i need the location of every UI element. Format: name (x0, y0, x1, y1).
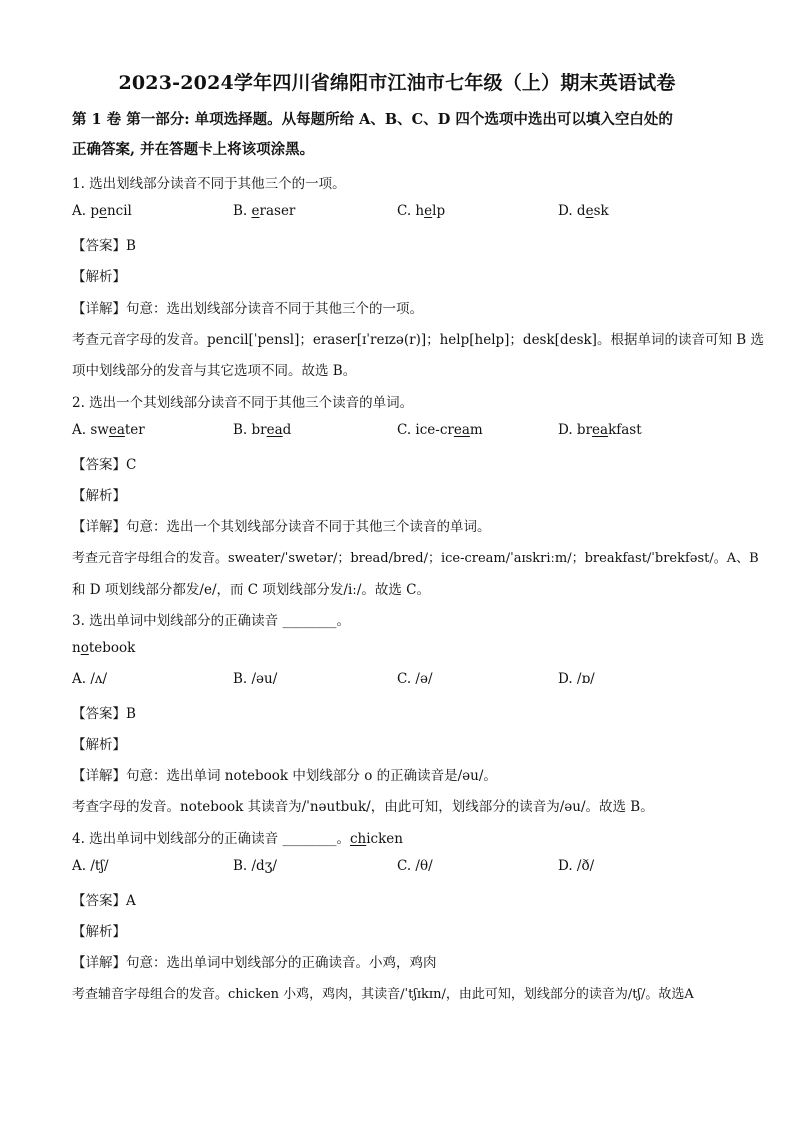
q2-answer: 【答案】C (72, 457, 137, 473)
q1-option-d: D. desk (558, 203, 609, 219)
q3-explanation-line1: 考查字母的发音。notebook 其读音为/ˈnəutbuk/，由此可知，划线部分的读音为/əu/。故选 B。 (72, 799, 654, 815)
q1-explanation-line2: 项中划线部分的发音与其它选项不同。故选 B。 (72, 363, 357, 379)
q3-stem: 3. 选出单词中划线部分的正确读音 ________。 (72, 613, 350, 629)
q2-option-c: C. ice-cream (397, 422, 483, 438)
q4-stem: 4. 选出单词中划线部分的正确读音 ________。chicken (72, 831, 403, 847)
q4-option-a: A. /tʃ/ (72, 858, 109, 874)
q2-detail: 【详解】句意：选出一个其划线部分读音不同于其他三个读音的单词。 (72, 519, 491, 535)
q4-explanation-line1: 考查辅音字母组合的发音。chicken 小鸡，鸡肉，其读音/ˈtʃɪkɪn/，由此可知，划线部分的读音为/tʃ/。故选A (72, 987, 694, 1002)
q4-analysis-label: 【解析】 (72, 924, 126, 940)
q3-detail: 【详解】句意：选出单词 notebook 中划线部分 o 的正确读音是/əu/。 (72, 768, 497, 784)
q4-option-c: C. /θ/ (397, 858, 433, 874)
section-heading-line1: 第 1 卷 第一部分: 单项选择题。从每题所给 A、B、C、D 四个选项中选出可以填入空白处的 (72, 111, 673, 128)
q2-explanation-line1: 考查元音字母组合的发音。sweater/ˈswetər/；bread/bred/；ice-cream/ˈaɪskriːm/；breakfast/ˈbrekfəst/。A、B (72, 551, 759, 566)
q1-option-b: B. eraser (233, 203, 296, 219)
q2-option-b: B. bread (233, 422, 292, 438)
q2-analysis-label: 【解析】 (72, 488, 126, 504)
q1-explanation-line1: 考查元音字母的发音。pencil[ˈpensl]；eraser[ɪˈreɪzə(r)]；help[help]；desk[desk]。根据单词的读音可知 B 选 (72, 332, 764, 348)
q3-option-b: B. /əu/ (233, 671, 278, 687)
q3-word: notebook (72, 640, 136, 656)
q4-option-b: B. /dʒ/ (233, 858, 277, 874)
q2-stem: 2. 选出一个其划线部分读音不同于其他三个读音的单词。 (72, 395, 414, 411)
q2-explanation-line2: 和 D 项划线部分都发/e/，而 C 项划线部分发/iː/。故选 C。 (72, 582, 430, 598)
q4-answer: 【答案】A (72, 893, 136, 909)
q1-option-a: A. pencil (72, 203, 132, 219)
q3-option-c: C. /ə/ (397, 671, 433, 687)
q2-option-d: D. breakfast (558, 422, 642, 438)
q3-option-a: A. /ʌ/ (72, 671, 108, 687)
q4-option-d: D. /ð/ (558, 858, 595, 874)
section-heading-line2: 正确答案, 并在答题卡上将该项涂黑。 (72, 141, 315, 158)
q1-analysis-label: 【解析】 (72, 269, 126, 285)
q1-stem: 1. 选出划线部分读音不同于其他三个的一项。 (72, 176, 346, 192)
q1-answer: 【答案】B (72, 238, 136, 254)
q1-option-c: C. help (397, 203, 446, 219)
q1-detail: 【详解】句意：选出划线部分读音不同于其他三个的一项。 (72, 301, 423, 317)
q3-option-d: D. /ɒ/ (558, 671, 595, 687)
q3-analysis-label: 【解析】 (72, 737, 126, 753)
page-title: 2023-2024学年四川省绵阳市江油市七年级（上）期末英语试卷 (118, 72, 676, 94)
q2-option-a: A. sweater (72, 422, 145, 438)
q4-detail: 【详解】句意：选出单词中划线部分的正确读音。小鸡，鸡肉 (72, 955, 437, 971)
q3-answer: 【答案】B (72, 706, 136, 722)
